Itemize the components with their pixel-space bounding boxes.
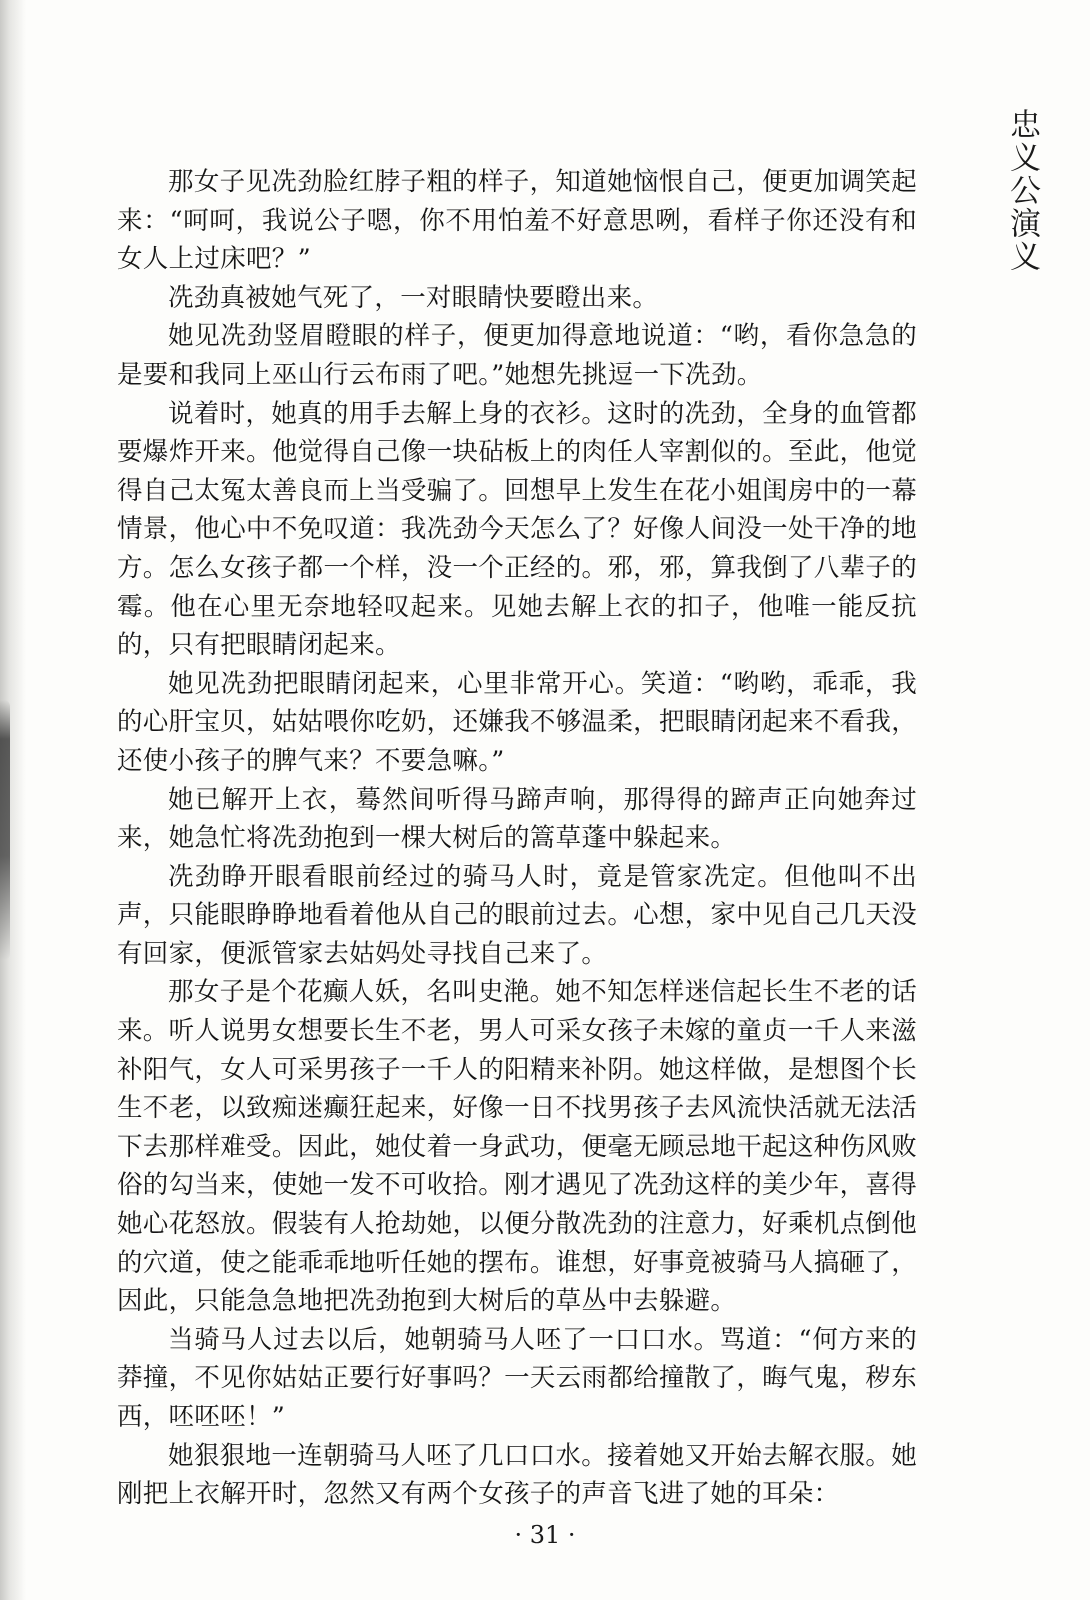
paragraph: 那女子是个花癫人妖，名叫史滟。她不知怎样迷信起长生不老的话来。听人说男女想要长生不老，男人可采女孩子未嫁的童贞一千人来滋补阳气，女人可采男孩子一千人的阳精来补阴。她这样做，是想图个长生不老，以致痴迷癫狂起来，好像一日不找男孩子去风流快活就无法活下去那样难受。因此，她仗着一身武功，便毫无顾忌地干起这种伤风败俗的勾当来，使她一发不可收拾。刚才遇见了冼劲这样的美少年，喜得她心花怒放。假装有人抢劫她，以便分散冼劲的注意力，好乘机点倒他的穴道，使之能乖乖地听任她的摆布。谁想，好事竟被骑马人搞砸了，因此，只能急急地把冼劲抱到大树后的草丛中去躲避。 — [117, 977, 917, 1317]
paragraph: 她已解开上衣，蓦然间听得马蹄声响，那得得的蹄声正向她奔过来，她急忙将冼劲抱到一棵大树后的篙草蓬中躲起来。 — [117, 784, 917, 854]
paragraph: 冼劲真被她气死了，一对眼睛快要瞪出来。 — [168, 282, 659, 313]
paragraph: 她见冼劲竖眉瞪眼的样子，便更加得意地说道：“哟，看你急急的是要和我同上巫山行云布雨了吧。”她想先挑逗一下冼劲。 — [117, 321, 917, 390]
paragraph: 当骑马人过去以后，她朝骑马人呸了一口口水。骂道：“何方来的莽撞，不见你姑姑正要行好事吗？一天云雨都给撞散了，晦气鬼，秽东西，呸呸呸！” — [117, 1324, 917, 1432]
paragraph: 冼劲睁开眼看眼前经过的骑马人时，竟是管家冼定。但他叫不出声，只能眼睁睁地看着他从自己的眼前过去。心想，家中见自己几天没有回家，便派管家去姑妈处寻找自己来了。 — [117, 861, 917, 969]
running-title: 忠义公演义 — [1004, 108, 1040, 273]
page-number: · 31 · — [514, 1521, 576, 1549]
paragraph: 那女子见冼劲脸红脖子粗的样子，知道她恼恨自己，便更加调笑起来：“呵呵，我说公子嗯，你不用怕羞不好意思咧，看样子你还没有和女人上过床吧？” — [117, 167, 917, 275]
paragraph: 她狠狠地一连朝骑马人呸了几口口水。接着她又开始去解衣服。她刚把上衣解开时，忽然又有两个女孩子的声音飞进了她的耳朵： — [117, 1440, 917, 1510]
paragraph: 她见冼劲把眼睛闭起来，心里非常开心。笑道：“哟哟，乖乖，我的心肝宝贝，姑姑喂你吃奶，还嫌我不够温柔，把眼睛闭起来不看我，还使小孩子的脾气来？不要急嘛。” — [117, 668, 917, 776]
body-text — [117, 163, 917, 1514]
paragraph: 说着时，她真的用手去解上身的衣衫。这时的冼劲，全身的血管都要爆炸开来。他觉得自己像一块砧板上的肉任人宰割似的。至此，他觉得自己太冤太善良而上当受骗了。回想早上发生在花小姐闺房中的一幕情景，他心中不免叹道：我冼劲今天怎么了？好像人间没一处干净的地方。怎么女孩子都一个样，没一个正经的。邪，邪，算我倒了八辈子的霉。他在心里无奈地轻叹起来。见她去解上衣的扣子，他唯一能反抗的，只有把眼睛闭起来。 — [117, 398, 917, 661]
binding-mark — [0, 700, 10, 960]
